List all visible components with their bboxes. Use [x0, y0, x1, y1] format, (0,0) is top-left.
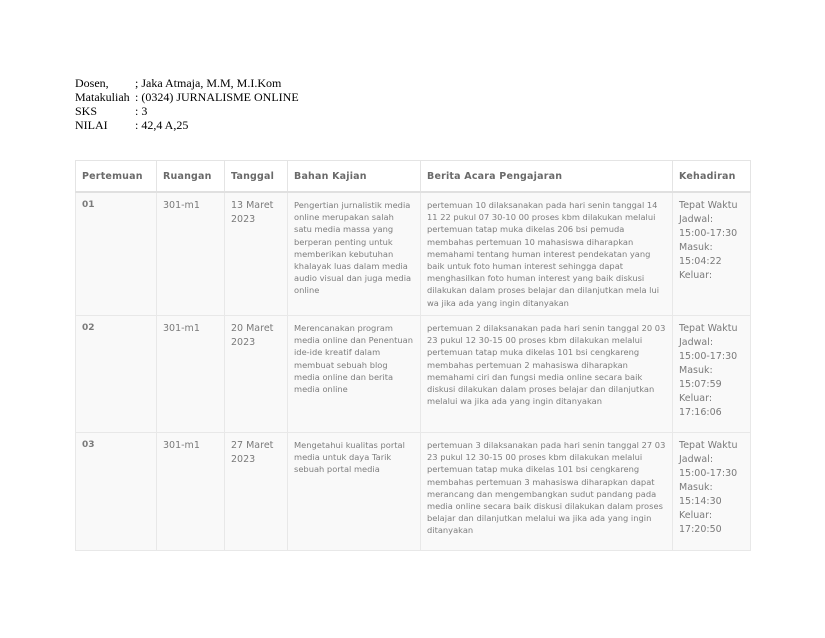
matakuliah-value: : (0324) JURNALISME ONLINE [135, 90, 299, 104]
schedule-value: 15:00-17:30 [679, 228, 738, 239]
cell-pertemuan: 02 [76, 316, 157, 433]
cell-kehadiran [673, 433, 751, 551]
check-out-value: 17:20:50 [679, 524, 722, 535]
header-berita-acara: Berita Acara Pengajaran [421, 161, 673, 193]
course-info [75, 76, 299, 132]
header-tanggal: Tanggal [225, 161, 288, 193]
matakuliah-label: Matakuliah [75, 90, 130, 104]
cell-bahan-kajian: Mengetahui kualitas portal media untuk daya Tarik sebuah portal media [288, 433, 421, 551]
cell-tanggal: 27 Maret 2023 [225, 433, 288, 551]
cell-ruangan: 301-m1 [157, 433, 225, 551]
check-in-label: Masuk: [679, 365, 713, 376]
check-out-label: Keluar: [679, 510, 713, 521]
check-in-label: Masuk: [679, 482, 713, 493]
table-row [76, 433, 751, 551]
nilai-value: : 42,4 A,25 [135, 118, 189, 132]
check-out-value: 17:16:06 [679, 407, 722, 418]
cell-berita-acara: pertemuan 10 dilaksanakan pada hari senin tanggal 14 11 22 pukul 07 30-10 00 proses kbm dilakukan melalui pertemuan tatap muka dikelas 206 bsi pemuda membahas pertemuan 10 mahasiswa diharapkan memahami tentang human interest pendekatan yang baik untuk foto human interest sehingga dapat menghasilkan foto human interest yang baik diskusi dilakukan dalam proses belajar dan dilanjutkan mela lui wa jika ada yang ingin ditanyakan [421, 192, 673, 316]
table-header [76, 161, 751, 193]
sks-row [75, 104, 299, 118]
header-pertemuan: Pertemuan [76, 161, 157, 193]
schedule-value: 15:00-17:30 [679, 468, 738, 479]
schedule-label: Jadwal: [679, 214, 714, 225]
schedule-value: 15:00-17:30 [679, 351, 738, 362]
table-body [76, 192, 751, 551]
attendance-status: Tepat Waktu [679, 440, 738, 451]
check-out-label: Keluar: [679, 393, 713, 404]
dosen-value: ; Jaka Atmaja, M.M, M.I.Kom [135, 76, 282, 90]
cell-kehadiran [673, 316, 751, 433]
sks-value: : 3 [135, 104, 148, 118]
attendance-table [75, 160, 751, 551]
cell-tanggal: 13 Maret 2023 [225, 192, 288, 316]
cell-berita-acara: pertemuan 2 dilaksanakan pada hari senin tanggal 20 03 23 pukul 12 30-15 00 proses kbm dilakukan melalui pertemuan tatap muka dikelas 101 bsi cengkareng membahas pertemuan 2 mahasiswa diharapkan memahami ciri dan fungsi media online secara baik diskusi dilakukan dalam proses belajar dan dilanjutkan melalui wa jika ada yang ingin ditanyakan [421, 316, 673, 433]
dosen-row [75, 76, 299, 90]
check-out-label: Keluar: [679, 270, 713, 281]
cell-tanggal: 20 Maret 2023 [225, 316, 288, 433]
schedule-label: Jadwal: [679, 454, 714, 465]
cell-pertemuan: 03 [76, 433, 157, 551]
check-in-value: 15:04:22 [679, 256, 722, 267]
cell-bahan-kajian: Pengertian jurnalistik media online merupakan salah satu media massa yang berperan penting untuk memberikan kebutuhan khalayak luas dalam media audio visual dan juga media online [288, 192, 421, 316]
cell-ruangan: 301-m1 [157, 192, 225, 316]
dosen-label: Dosen, [75, 76, 109, 90]
attendance-status: Tepat Waktu [679, 200, 738, 211]
schedule-label: Jadwal: [679, 337, 714, 348]
cell-bahan-kajian: Merencanakan program media online dan Penentuan ide-ide kreatif dalam membuat sebuah blog media online dan berita media online [288, 316, 421, 433]
cell-ruangan: 301-m1 [157, 316, 225, 433]
header-kehadiran: Kehadiran [673, 161, 751, 193]
cell-berita-acara: pertemuan 3 dilaksanakan pada hari senin tanggal 27 03 23 pukul 12 30-15 00 proses kbm dilakukan melalui pertemuan tatap muka dikelas 101 bsi cengkareng membahas pertemuan 3 mahasiswa diharapkan dapat merancang dan mengembangkan sudut pandang pada media online secara baik diskusi dilakukan dalam proses belajar dan dilanjutkan melalui wa jika ada yang ingin ditanyakan [421, 433, 673, 551]
cell-pertemuan: 01 [76, 192, 157, 316]
attendance-status: Tepat Waktu [679, 323, 738, 334]
check-in-label: Masuk: [679, 242, 713, 253]
header-bahan-kajian: Bahan Kajian [288, 161, 421, 193]
check-in-value: 15:07:59 [679, 379, 722, 390]
nilai-label: NILAI [75, 118, 108, 132]
nilai-row [75, 118, 299, 132]
attendance-table-container [75, 160, 750, 551]
matakuliah-row [75, 90, 299, 104]
sks-label: SKS [75, 104, 98, 118]
table-row [76, 316, 751, 433]
header-row [76, 161, 751, 193]
table-row [76, 192, 751, 316]
check-in-value: 15:14:30 [679, 496, 722, 507]
cell-kehadiran [673, 192, 751, 316]
header-ruangan: Ruangan [157, 161, 225, 193]
